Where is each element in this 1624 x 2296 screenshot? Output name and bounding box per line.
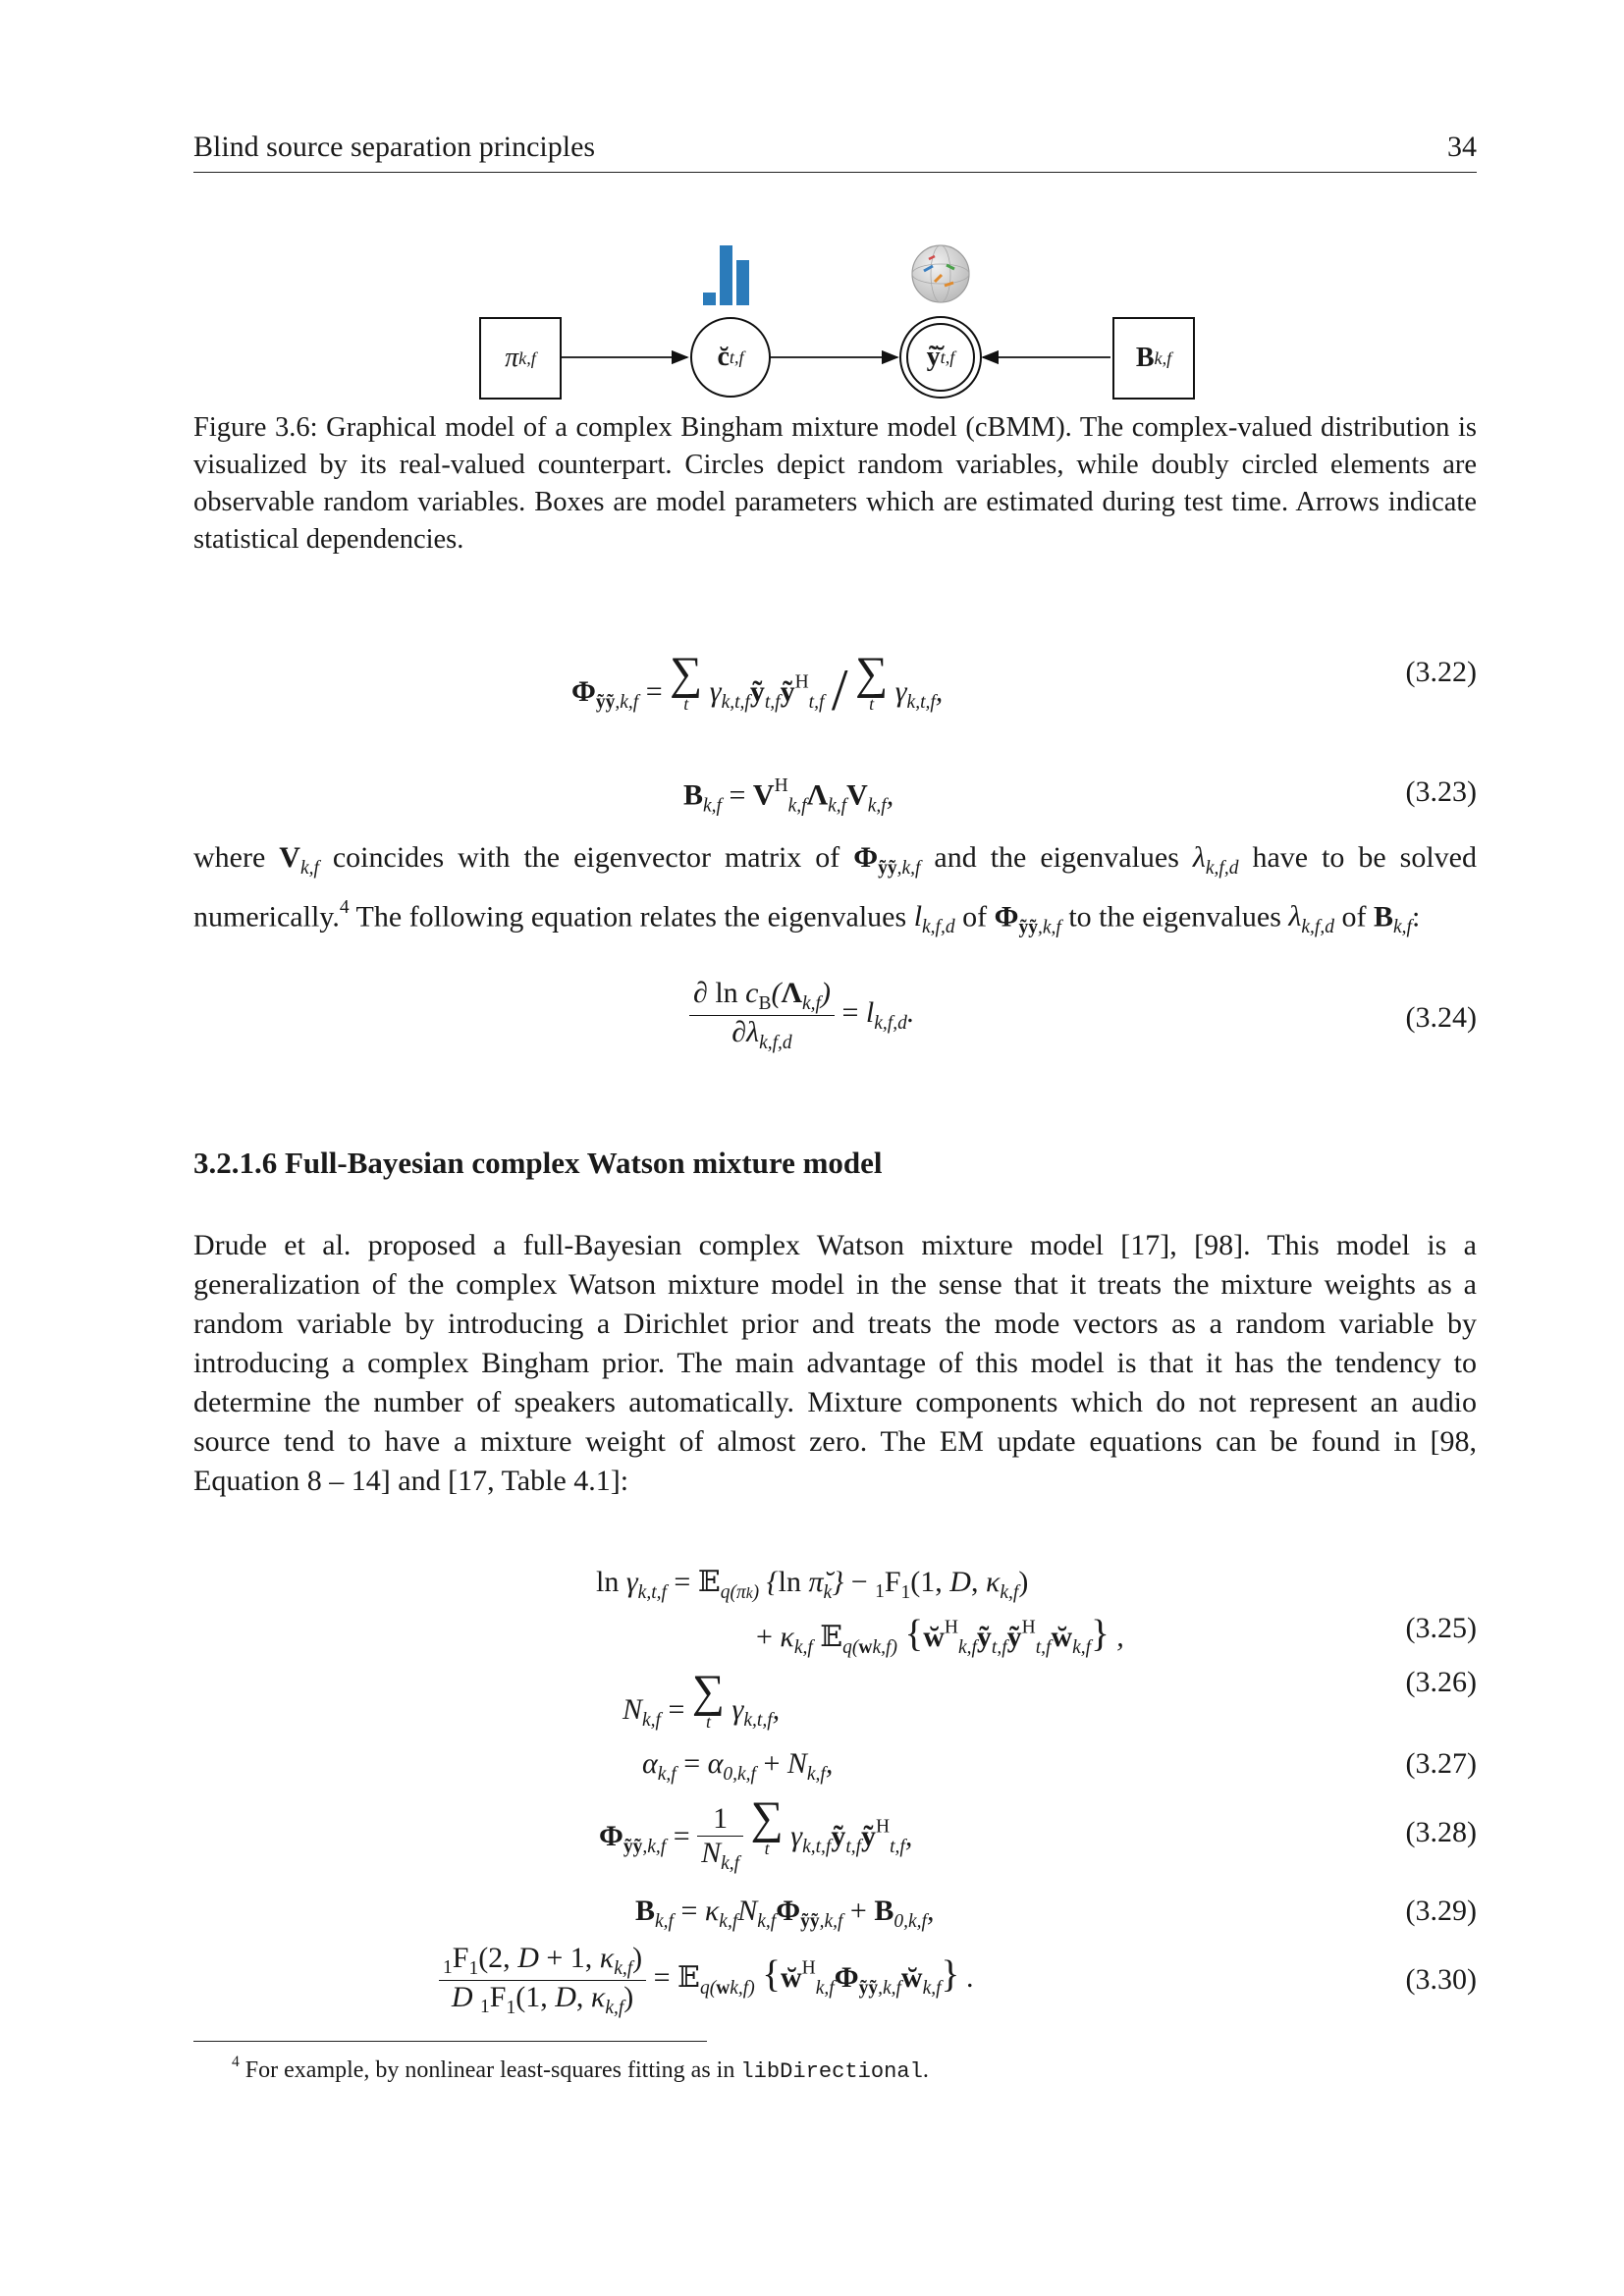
equation-3-23-body: $B_{k,f} = V^H_{k,f}\Lambda_{k,f}V_{k,f}$, [683, 775, 894, 817]
page-number: 34 [1447, 131, 1477, 163]
section-heading: 3.2.1.6 Full-Bayesian complex Watson mixture model [193, 1146, 883, 1180]
node-c-symbol: c̆ [717, 342, 730, 372]
equation-number: (3.22) [1405, 656, 1477, 688]
equation-number: (3.24) [1405, 1001, 1477, 1034]
footnote-end: . [922, 2056, 929, 2083]
sphere-distribution-icon [912, 245, 969, 302]
figure-arrows [0, 0, 1624, 432]
node-pi [479, 317, 562, 400]
equation-number: (3.23) [1405, 775, 1477, 808]
node-y-subscript: t,f [940, 347, 955, 367]
footnote-code: libDirectional [740, 2058, 923, 2084]
equation-3-26 [193, 1666, 1477, 1735]
equation-number: (3.26) [1405, 1666, 1477, 1698]
equation-3-27 [193, 1747, 1477, 1787]
text-run: coincides with the eigenvector matrix of [318, 841, 854, 874]
node-y [906, 323, 975, 392]
text-run: have to be solved numerically. [193, 841, 1477, 934]
equation-number: (3.27) [1405, 1747, 1477, 1780]
text-run: to the eigenvalues [1060, 900, 1289, 934]
text-run: of [1333, 900, 1374, 934]
equation-number: (3.28) [1405, 1816, 1477, 1848]
equation-3-25-line1: $\ln \gamma_{k,t,f}$ = 𝔼$_{q(\pi k)}$ {ln $\pĭ_k\} - _1F_1(1$, D, $\kappa_{k,f}$) [596, 1566, 1029, 1603]
paragraph-eigenvalues: where $V_{k,f}$ coincides with the eigenvector matrix of $\Phi_{ỹỹ,k,f}$ and the eigenvalues $\lambda_{k,f,d}$ have to be solved numerically.$^4$ The following equation relates the eigenvalues $l_{k,f,d}$ of $\Phi_{ỹỹ,k,f}$ to the eigenvalues $\lambda_{k,f,d}$ of $B_{k,f}$: [193, 841, 1477, 938]
equation-3-30 [193, 1942, 1477, 2030]
node-c-subscript: t,f [729, 347, 744, 367]
node-B-symbol: B [1135, 343, 1155, 373]
equation-3-22-body: $\Phi_{ỹỹ,k,f}$ = ∑ t $\gamma_{k,t,f}ỹ_{t,f}ỹ^H_{t,f}$ / ∑ t $\gamma_{k,t,f}$, [571, 649, 944, 722]
equation-3-24 [193, 977, 1477, 1065]
equation-3-28-body: $\Phi_{ỹỹ,k,f}$ = $\frac{1}{N_{k,f}}$ ∑ t $\gamma_{k,t,f}ỹ_{t,f}ỹ^H_{t,f}$, [599, 1793, 913, 1875]
paragraph-full-bayesian: Drude et al. proposed a full-Bayesian complex Watson mixture model [17], [98]. This model is a generalization of the complex Watson mixture model in the sense that it treats the mixture weights as a random variable by introducing a Dirichlet prior and treats the mode vectors as a random variable by introducing a complex Bingham prior. The main advantage of this model is that it has the tendency to determine the number of speakers automatically. Mixture components which do not represent an audio source tend to have a mixture weight of almost zero. The EM update equations can be found in [98, Equation 8 – 14] and [17, Table 4.1]: [193, 1229, 1477, 1497]
equation-3-26-body: $N_{k,f}$ = ∑ t $\gamma_{k,t,f}$, [623, 1667, 781, 1732]
node-B [1112, 317, 1195, 400]
node-c [690, 317, 771, 398]
equation-number: (3.30) [1405, 1963, 1477, 1996]
equation-3-24-body: $\frac{\partial \ln c_B(\Lambda_{k,f})}{\partial\lambda_{k,f,d}}$ = $l_{k,f,d}$. [689, 977, 914, 1054]
node-y-outer [899, 316, 982, 399]
node-pi-subscript: k,f [518, 347, 536, 368]
equation-3-25 [193, 1565, 1477, 1658]
bar-chart-icon [703, 245, 749, 305]
text-run: and the eigenvalues [920, 841, 1193, 874]
footnote-rule [193, 2041, 707, 2042]
equation-3-25-line2: + $\kappa_{k,f}$ 𝔼$_{q(wk,f)}$ $\{w̆^H_{k,f}ỹ_{t,f}ỹ^H_{t,f}w̆_{k,f}\}$ , [756, 1613, 1124, 1658]
text-run: The following equation relates the eigenvalues [349, 900, 914, 934]
equation-3-22 [193, 648, 1477, 736]
equation-number: (3.29) [1405, 1895, 1477, 1927]
node-pi-symbol: π [505, 343, 519, 373]
equation-3-29 [193, 1895, 1477, 1934]
equation-3-27-body: $\alpha_{k,f} = \alpha_{0,k,f} + N_{k,f}$, [642, 1747, 834, 1785]
equation-3-28 [193, 1792, 1477, 1875]
footnote [232, 2054, 929, 2084]
text-run: where [193, 841, 280, 874]
figure-graphical-model [0, 0, 1624, 432]
text-run: of [954, 900, 995, 934]
footnote-text: For example, by nonlinear least-squares fitting as in [244, 2056, 741, 2083]
running-header: Blind source separation principles [193, 131, 596, 163]
text-run: : [1411, 900, 1421, 934]
node-B-subscript: k,f [1154, 347, 1172, 368]
figure-caption: Figure 3.6: Graphical model of a complex Bingham mixture model (cBMM). The complex-valued distribution is visualized by its real-valued counterpart. Circles depict random variables, while doubly circled elements are observable random variables. Boxes are model parameters which are estimated during test time. Arrows indicate statistical dependencies. [193, 412, 1477, 555]
footnote-mark: 4 [232, 2054, 240, 2070]
equation-number: (3.25) [1405, 1612, 1477, 1644]
node-y-symbol: ỹ̆ [926, 342, 941, 372]
footnote-marker[interactable]: 4 [339, 896, 350, 918]
equation-3-23 [193, 775, 1477, 815]
equation-3-29-body: $B_{k,f} = \kappa_{k,f}N_{k,f}\Phi_{ỹỹ,k,f} + B_{0,k,f}$, [635, 1895, 935, 1932]
equation-3-30-body: $\frac{_1F_1(2, D + 1, \kappa_{k,f})}{D _1F_1(1, D, \kappa_{k,f})}$ = 𝔼$_{q(wk,f)}$ $\{w̆^H_{k,f}\Phi_{ỹỹ,k,f}w̆_{k,f}\}$ . [439, 1942, 974, 2019]
